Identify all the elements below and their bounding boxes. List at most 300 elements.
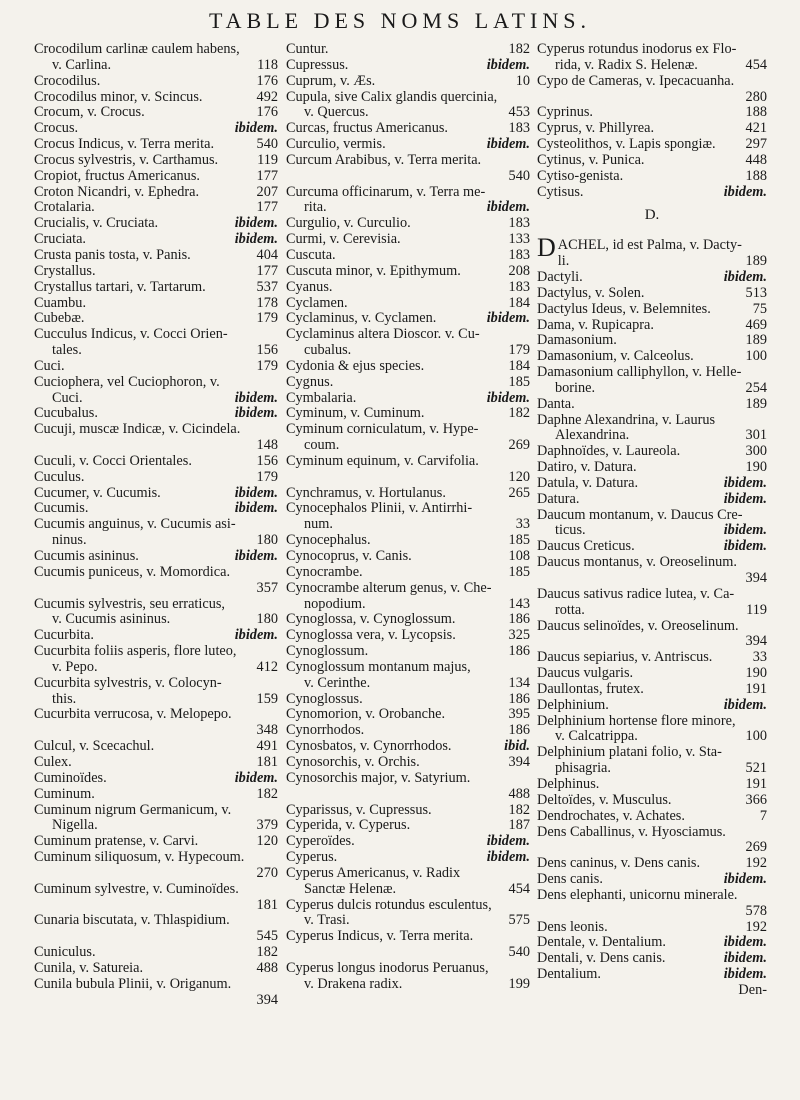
entry-page: ibidem. <box>723 950 767 967</box>
entry-term: 190 Datiro, v. Datura. <box>537 459 767 476</box>
index-entry <box>34 74 278 90</box>
entry-term: 192 Dens leonis. <box>537 918 767 935</box>
entry-continuation: 180 v. Cucumis asininus. <box>52 611 278 628</box>
index-entry <box>286 280 530 296</box>
entry-term: 488 Cunila, v. Satureia. <box>34 959 278 976</box>
entry-continuation: 199 v. Drakena radix. <box>304 975 530 992</box>
entry-page: 280 <box>745 88 767 105</box>
index-entry <box>537 967 767 983</box>
entry-page: 269 <box>745 839 767 856</box>
entry-page: 178 <box>256 294 278 311</box>
entry-continuation: ibidem. ticus. <box>555 522 767 539</box>
entry-term: ibidem. Cuminoïdes. <box>34 769 278 786</box>
index-entry <box>286 501 530 533</box>
entry-continuation: 33 num. <box>304 516 530 533</box>
entry-term: Cyclaminus altera Dioscor. v. Cu- <box>286 326 480 343</box>
index-entry <box>537 682 767 698</box>
entry-page: ibidem. <box>486 199 530 216</box>
entry-page: 33 <box>752 649 767 666</box>
index-entry <box>286 74 530 90</box>
index-entry <box>537 286 767 302</box>
entry-page: 540 <box>256 136 278 153</box>
entry-term: Cupula, sive Calix glandis quercinia, <box>286 88 498 105</box>
entry-term: Cucumis anguinus, v. Cucumis asi- <box>34 516 236 533</box>
entry-page: ibidem. <box>234 769 278 786</box>
entry-term: 177 Cropiot, fructus Americanus. <box>34 167 278 184</box>
index-entry <box>34 248 278 264</box>
index-entry <box>286 628 530 644</box>
index-entry <box>537 365 767 397</box>
catchword: Den- <box>738 981 767 998</box>
entry-page: 454 <box>508 880 530 897</box>
entry-term: 300 Daphnoïdes, v. Laureola. <box>537 443 767 460</box>
entry-term: 75 Dactylus Ideus, v. Belemnites. <box>537 300 767 317</box>
index-entry <box>34 375 278 407</box>
entry-page: 191 <box>745 775 767 792</box>
index-entry <box>537 508 767 540</box>
index-entry <box>286 137 530 153</box>
entry-page: 540 <box>508 167 530 184</box>
index-entry <box>537 270 767 286</box>
entry-page: 119 <box>257 151 278 168</box>
index-entry <box>537 233 767 270</box>
entry-page: 179 <box>256 310 278 327</box>
entry-page: 394 <box>508 753 530 770</box>
entry-term: Daphne Alexandrina, v. Laurus <box>537 411 716 428</box>
entry-page: 133 <box>508 231 530 248</box>
entry-continuation: 412 v. Pepo. <box>52 658 278 675</box>
entry-page: ibidem. <box>723 934 767 951</box>
entry-continuation: 119 rotta. <box>555 601 767 618</box>
index-entry <box>34 882 278 914</box>
entry-term: 184 Cydonia & ejus species. <box>286 357 530 374</box>
entry-page: ibid. <box>504 738 530 755</box>
entry-term: ibidem. Crucialis, v. Cruciata. <box>34 215 278 232</box>
index-column-2 <box>286 42 530 993</box>
index-entry <box>34 311 278 327</box>
index-entry <box>537 333 767 349</box>
entry-page: 540 <box>508 944 530 961</box>
entry-page: 75 <box>752 300 767 317</box>
entry-term: 404 Crusta panis tosta, v. Panis. <box>34 246 278 263</box>
index-entry <box>286 121 530 137</box>
index-entry <box>537 935 767 951</box>
index-entry <box>537 872 767 888</box>
entry-page: 208 <box>508 262 530 279</box>
entry-page: 265 <box>508 484 530 501</box>
index-entry <box>537 397 767 413</box>
index-entry <box>286 248 530 264</box>
entry-term: 182 Cyparissus, v. Cupressus. <box>286 801 530 818</box>
entry-page: 537 <box>256 278 278 295</box>
index-entry <box>286 834 530 850</box>
index-entry <box>286 90 530 122</box>
entry-term: 186 Cynoglossa, v. Cynoglossum. <box>286 611 530 628</box>
entry-term: 189 Danta. <box>537 395 767 412</box>
index-entry <box>34 232 278 248</box>
drop-cap: D <box>537 233 556 263</box>
index-entry <box>34 153 278 169</box>
entry-term: Cypo de Cameras, v. Ipecacuanha. <box>537 72 735 89</box>
entry-term: Cyperus Americanus, v. Radix <box>286 864 461 881</box>
index-entry <box>537 650 767 666</box>
index-entry <box>34 644 278 676</box>
entry-page: 357 <box>256 579 278 596</box>
entry-page: 134 <box>508 674 530 691</box>
entry-term: 421 Cyprus, v. Phillyrea. <box>537 120 767 137</box>
entry-term: 537 Crystallus tartari, v. Tartarum. <box>34 278 278 295</box>
entry-page: 100 <box>745 728 767 745</box>
entry-term: 176 Crocodilus. <box>34 72 278 89</box>
entry-page: 10 <box>515 72 530 89</box>
entry-term: Cyperus dulcis rotundus esculentus, <box>286 896 492 913</box>
entry-term: 186 Cynoglossum. <box>286 643 530 660</box>
index-entry <box>34 185 278 201</box>
entry-term: 188 Cyprinus. <box>537 104 767 121</box>
index-entry <box>286 739 530 755</box>
entry-term: Crocodilum carlinæ caulem habens, <box>34 41 240 57</box>
index-entry <box>286 692 530 708</box>
index-entry <box>537 539 767 555</box>
index-entry <box>537 856 767 872</box>
entry-term: Delphinium hortense flore minore, <box>537 712 736 729</box>
entry-continuation: 180 ninus. <box>52 532 278 549</box>
entry-page: ibidem. <box>486 136 530 153</box>
entry-page: 177 <box>256 167 278 184</box>
index-entry <box>34 454 278 470</box>
entry-term: Daucus selinoïdes, v. Oreoselinum. <box>537 617 739 634</box>
entry-term: Cyperus longus inodorus Peruanus, <box>286 959 489 976</box>
entry-term: ibidem. Curculio, vermis. <box>286 136 530 153</box>
index-entry <box>286 311 530 327</box>
entry-term: Cuminum siliquosum, v. Hypecoum. <box>34 849 245 866</box>
entry-term: 181 Culex. <box>34 753 278 770</box>
entry-term: 513 Dactylus, v. Solen. <box>537 284 767 301</box>
index-entry <box>286 850 530 866</box>
entry-term: 325 Cynoglossa vera, v. Lycopsis. <box>286 627 530 644</box>
entry-term: 156 Cuculi, v. Cocci Orientales. <box>34 452 278 469</box>
entry-page: 186 <box>508 611 530 628</box>
index-entry <box>537 698 767 714</box>
index-entry <box>537 666 767 682</box>
entry-continuation: 575 v. Trasi. <box>304 912 530 929</box>
entry-page: 179 <box>256 468 278 485</box>
entry-term: 186 Cynoglossus. <box>286 690 530 707</box>
entry-term: 7 Dendrochates, v. Achates. <box>537 807 767 824</box>
entry-page: 492 <box>256 88 278 105</box>
entry-page: 108 <box>508 548 530 564</box>
entry-term: 185 Cygnus. <box>286 373 530 390</box>
entry-page: 394 <box>256 991 278 1008</box>
entry-continuation: 454 Sanctæ Helenæ. <box>304 880 530 897</box>
entry-page: 192 <box>745 918 767 935</box>
index-entry <box>537 555 767 587</box>
entry-page: ibidem. <box>234 389 278 406</box>
entry-page: ibidem. <box>723 871 767 888</box>
index-entry <box>286 327 530 359</box>
page-title: TABLE DES NOMS LATINS. <box>208 8 592 33</box>
entry-term: 469 Dama, v. Rupicapra. <box>537 316 767 333</box>
entry-term: 176 Crocum, v. Crocus. <box>34 104 278 121</box>
entry-term: 33 Daucus sepiarius, v. Antriscus. <box>537 649 767 666</box>
index-entry <box>34 90 278 106</box>
index-entry <box>34 913 278 945</box>
index-entry <box>537 413 767 445</box>
entry-page: ibidem. <box>486 389 530 406</box>
entry-term: Cyperus rotundus inodorus ex Flo- <box>537 41 737 57</box>
entry-page: 348 <box>256 722 278 739</box>
entry-page: 33 <box>515 516 530 533</box>
index-entry <box>537 825 767 857</box>
index-entry <box>537 951 767 967</box>
entry-term: ibid. Cynosbatos, v. Cynorrhodos. <box>286 738 530 755</box>
entry-page: 189 <box>745 395 767 412</box>
entry-term: ibidem. Dentalium. <box>537 966 767 983</box>
index-entry <box>34 42 278 74</box>
entry-continuation: 521 phisagria. <box>555 760 767 777</box>
index-entry <box>34 280 278 296</box>
index-entry <box>34 739 278 755</box>
index-entry <box>537 318 767 334</box>
entry-term: Cucurbita verrucosa, v. Melopepo. <box>34 706 232 723</box>
entry-page: ibidem. <box>486 56 530 73</box>
entry-page: 179 <box>256 357 278 374</box>
entry-term: ibidem. Cruciata. <box>34 231 278 248</box>
index-entry <box>34 676 278 708</box>
entry-page: 199 <box>508 975 530 992</box>
entry-term: 492 Crocodilus minor, v. Scincus. <box>34 88 278 105</box>
entry-term: 10 Cuprum, v. Æs. <box>286 72 530 89</box>
entry-page: 269 <box>508 437 530 454</box>
entry-term: Curcum Arabibus, v. Terra merita. <box>286 151 482 168</box>
index-entry <box>286 581 530 613</box>
index-entry <box>34 359 278 375</box>
index-entry <box>286 771 530 803</box>
entry-term: 119 Crocus sylvestris, v. Carthamus. <box>34 151 278 168</box>
entry-term: 540 Crocus Indicus, v. Terra merita. <box>34 136 278 153</box>
index-entry <box>286 375 530 391</box>
entry-continuation: 254 borine. <box>555 379 767 396</box>
entry-page: 181 <box>256 896 278 913</box>
index-entry <box>34 945 278 961</box>
entry-term: Cynoglossum montanum majus, <box>286 658 471 675</box>
entry-page: 183 <box>508 120 530 137</box>
entry-page: 301 <box>745 427 767 444</box>
section-letter: D. <box>644 207 660 224</box>
entry-term: Dens Caballinus, v. Hyosciamus. <box>537 823 726 840</box>
index-entry <box>286 755 530 771</box>
entry-term: 208 Cuscuta minor, v. Epithymum. <box>286 262 530 279</box>
entry-term: Cunila bubula Plinii, v. Origanum. <box>34 975 232 992</box>
entry-page: 182 <box>508 801 530 818</box>
entry-continuation: 100 v. Calcatrippa. <box>555 728 767 745</box>
index-entry <box>537 888 767 920</box>
index-entry <box>537 714 767 746</box>
entry-continuation: 453 v. Quercus. <box>304 104 530 121</box>
entry-term: ibidem. Dactyli. <box>537 268 767 285</box>
entry-page: 159 <box>256 690 278 707</box>
entry-term: 182 Cuntur. <box>286 41 530 57</box>
entry-page: 186 <box>508 690 530 707</box>
index-entry <box>286 296 530 312</box>
index-entry <box>34 406 278 422</box>
index-entry <box>34 501 278 517</box>
entry-term: Daucum montanum, v. Daucus Cre- <box>537 506 743 523</box>
index-entry <box>286 391 530 407</box>
entry-term: 179 Cuculus. <box>34 468 278 485</box>
entry-page: ibidem. <box>234 405 278 422</box>
index-entry <box>34 597 278 629</box>
entry-continuation: 301 Alexandrina. <box>555 427 767 444</box>
index-entry <box>537 302 767 318</box>
entry-term: 108 Cynocoprus, v. Canis. <box>286 548 530 564</box>
index-entry <box>286 644 530 660</box>
entry-term: Cucumis sylvestris, seu erraticus, <box>34 595 225 612</box>
entry-page: 394 <box>745 570 767 586</box>
index-entry <box>537 587 767 619</box>
entry-term: ibidem. Cyperus. <box>286 849 530 866</box>
entry-term: 192 Dens caninus, v. Dens canis. <box>537 855 767 872</box>
entry-term: 184 Cyclamen. <box>286 294 530 311</box>
index-entry <box>537 777 767 793</box>
entry-term: Cucumis puniceus, v. Momordica. <box>34 563 231 580</box>
entry-continuation: 189 li. <box>557 253 767 270</box>
entry-page: 7 <box>759 807 767 824</box>
index-entry <box>537 185 767 201</box>
entry-term: ibidem. Cucumer, v. Cucumis. <box>34 484 278 501</box>
entry-term: Curcuma officinarum, v. Terra me- <box>286 183 486 200</box>
index-entry <box>286 660 530 692</box>
entry-term: Cynocrambe alterum genus, v. Che- <box>286 579 492 596</box>
index-entry <box>537 169 767 185</box>
entry-term: 265 Cynchramus, v. Hortulanus. <box>286 484 530 501</box>
index-entry <box>34 549 278 565</box>
index-entry <box>34 850 278 882</box>
index-entry <box>34 517 278 549</box>
entry-term: ibidem. Cyperoïdes. <box>286 833 530 850</box>
entry-page: 184 <box>508 357 530 374</box>
entry-page: 488 <box>256 959 278 976</box>
index-entry <box>286 565 530 581</box>
entry-term: ibidem. Cupressus. <box>286 56 530 73</box>
entry-term: Cyperus Indicus, v. Terra merita. <box>286 928 474 945</box>
entry-page: 182 <box>256 785 278 802</box>
index-entry <box>286 549 530 565</box>
entry-page: 270 <box>256 864 278 881</box>
index-entry <box>286 866 530 898</box>
index-entry <box>286 406 530 422</box>
index-entry <box>286 216 530 232</box>
entry-term: ibidem. Delphinium. <box>537 696 767 713</box>
entry-page: 395 <box>508 706 530 723</box>
entry-term: ibidem. Daucus Creticus. <box>537 538 767 555</box>
entry-continuation: 379 Nigella. <box>52 817 278 834</box>
entry-term: Delphinium platani folio, v. Sta- <box>537 744 722 761</box>
entry-term: ibidem. Datula, v. Datura. <box>537 474 767 491</box>
entry-continuation: ibidem. rita. <box>304 199 530 216</box>
entry-page: ibidem. <box>234 231 278 248</box>
entry-page: ibidem. <box>723 268 767 285</box>
index-entry <box>286 707 530 723</box>
entry-term: 177 Crotalaria. <box>34 199 278 216</box>
index-entry <box>286 232 530 248</box>
entry-term: ibidem. Datura. <box>537 490 767 507</box>
entry-page: 394 <box>745 633 767 650</box>
index-entry <box>286 264 530 280</box>
entry-term: ibidem. Cytisus. <box>537 183 767 200</box>
index-entry <box>286 803 530 819</box>
entry-page: 176 <box>256 104 278 121</box>
entry-page: 404 <box>256 246 278 263</box>
entry-page: 182 <box>256 944 278 961</box>
entry-term: ibidem. Cymbalaria. <box>286 389 530 406</box>
entry-continuation: 179 cubalus. <box>304 342 530 359</box>
entry-continuation: 159 this. <box>52 690 278 707</box>
entry-term: 187 Cyperida, v. Cyperus. <box>286 817 530 834</box>
index-entry <box>286 422 530 454</box>
entry-term: Cynocephalos Plinii, v. Antirrhi- <box>286 500 473 517</box>
entry-term: 177 Crystallus. <box>34 262 278 279</box>
entry-page: 185 <box>508 373 530 390</box>
index-entry <box>537 121 767 137</box>
index-entry <box>286 58 530 74</box>
entry-page: 207 <box>256 183 278 200</box>
entry-page: 177 <box>256 199 278 216</box>
entry-term: 395 Cynomorion, v. Orobanche. <box>286 706 530 723</box>
index-entry <box>34 296 278 312</box>
entry-term: 185 Cynocrambe. <box>286 563 530 580</box>
entry-continuation: 454 rida, v. Radix S. Helenæ. <box>555 56 767 73</box>
index-entry <box>537 809 767 825</box>
entry-page: 186 <box>508 722 530 739</box>
index-entry <box>286 359 530 375</box>
entry-term: Cynosorchis major, v. Satyrium. <box>286 769 471 786</box>
entry-page: ibidem. <box>723 522 767 539</box>
index-entry <box>34 707 278 739</box>
entry-page: ibidem. <box>723 490 767 507</box>
entry-term: 183 Curcas, fructus Americanus. <box>286 120 530 137</box>
entry-page: 469 <box>745 316 767 333</box>
entry-term: 191 Daullontas, frutex. <box>537 680 767 697</box>
entry-term: 183 Cuscuta. <box>286 246 530 263</box>
index-entry <box>34 961 278 977</box>
index-entry <box>286 898 530 930</box>
index-entry <box>286 153 530 185</box>
index-entry <box>34 470 278 486</box>
entry-page: 184 <box>508 294 530 311</box>
entry-page: 181 <box>256 753 278 770</box>
entry-continuation: 118 v. Carlina. <box>52 56 278 73</box>
entry-page: 186 <box>508 643 530 660</box>
entry-term: Cuminum sylvestre, v. Cuminoïdes. <box>34 880 239 897</box>
entry-term: Daucus montanus, v. Oreoselinum. <box>537 554 737 571</box>
entry-term: Dens elephanti, unicornu minerale. <box>537 886 738 903</box>
entry-page: 297 <box>745 136 767 153</box>
entry-page: 412 <box>256 658 278 675</box>
entry-term: 185 Cynocephalus. <box>286 532 530 549</box>
index-entry <box>537 74 767 106</box>
entry-term: ibidem. Cyclaminus, v. Cyclamen. <box>286 310 530 327</box>
index-entry <box>537 105 767 121</box>
entry-page: 189 <box>745 253 767 270</box>
index-entry <box>34 486 278 502</box>
entry-page: ibidem. <box>723 696 767 713</box>
entry-page: ibidem. <box>234 627 278 644</box>
index-entry <box>537 460 767 476</box>
entry-page: ibidem. <box>234 120 278 137</box>
entry-page: 180 <box>256 532 278 549</box>
entry-continuation: 269 coum. <box>304 437 530 454</box>
